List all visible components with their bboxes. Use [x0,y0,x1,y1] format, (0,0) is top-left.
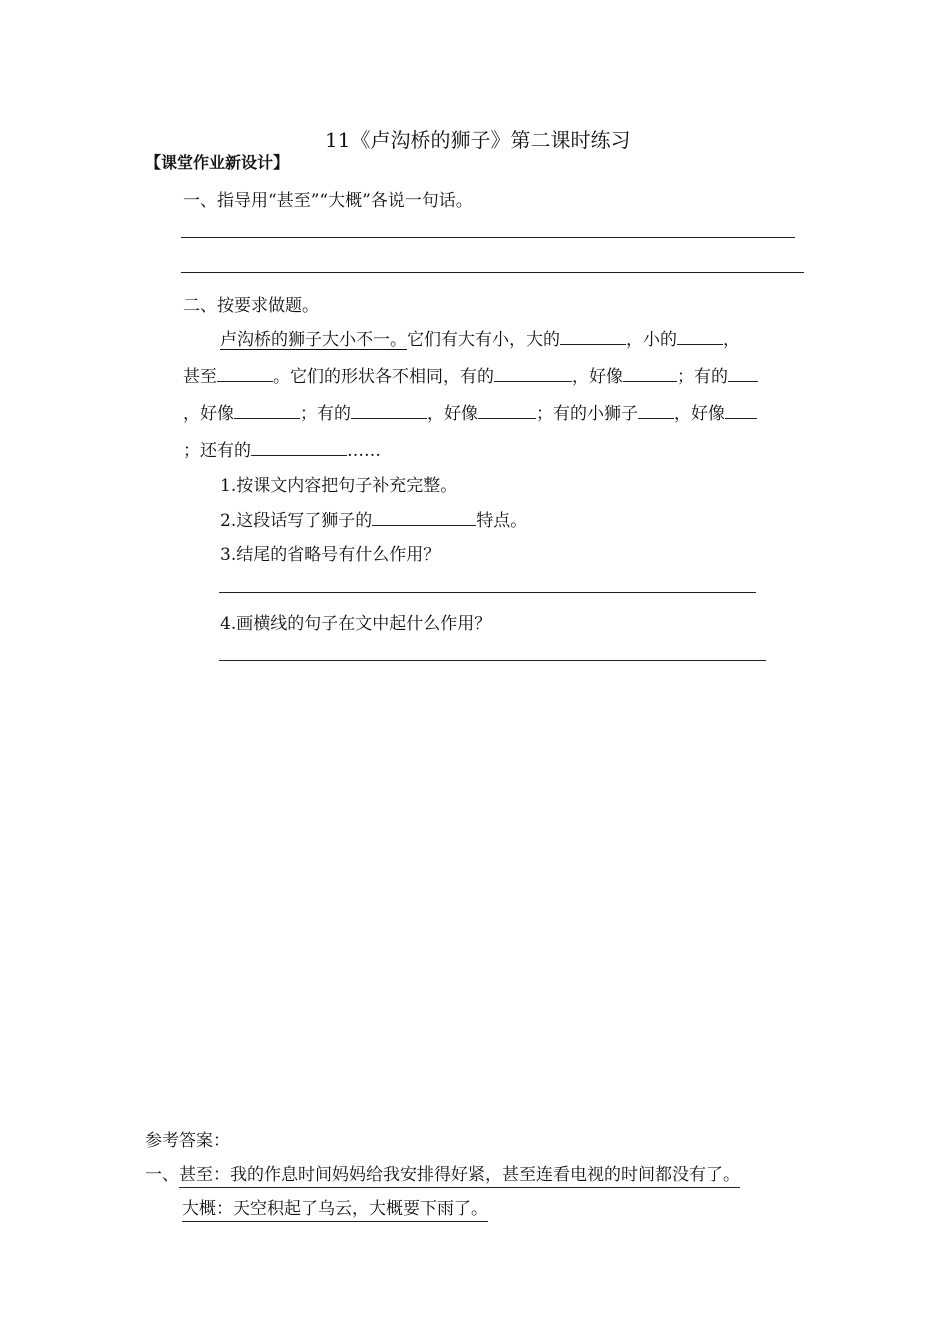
para-text: …… [347,441,381,461]
para-text: ，好像 [427,404,478,424]
paragraph-line-4 [183,436,381,461]
section-header: 【课堂作业新设计】 [145,153,290,172]
sub-question-1: 1.按课文内容把句子补充完整。 [220,476,458,496]
para-text: ， [723,330,740,350]
sub-question-2 [220,506,527,531]
fill-blank[interactable] [494,363,572,382]
para-text: ，好像 [674,404,725,424]
fill-blank[interactable] [677,326,723,345]
fill-blank[interactable] [638,400,674,419]
fill-blank[interactable] [478,400,536,419]
question-2-prompt: 二、按要求做题。 [183,296,319,316]
para-text: ；有的小狮子 [536,404,638,424]
fill-blank[interactable] [725,400,757,419]
answer-1 [145,1160,740,1185]
paragraph-line-3 [183,399,757,424]
sub-question-4: 4.画横线的句子在文中起什么作用？ [220,614,492,634]
question-1-prompt: 一、指导用“甚至”“大概”各说一句话。 [183,191,473,211]
sub-question-3: 3.结尾的省略号有什么作用？ [220,545,441,565]
answer-line-sub4[interactable] [219,660,766,661]
fill-blank[interactable] [251,437,347,456]
answer-line-sub3[interactable] [219,592,756,593]
fill-blank[interactable] [623,363,677,382]
para-text: ，好像 [183,404,234,424]
answer-prefix: 一、 [145,1165,179,1185]
fill-blank[interactable] [728,363,758,382]
para-text: 。它们的形状各不相同，有的 [273,367,494,387]
fill-blank[interactable] [217,363,273,382]
answer-line-1: 甚至：我的作息时间妈妈给我安排得好紧，甚至连看电视的时间都没有了。 [179,1165,740,1188]
fill-blank[interactable] [234,400,300,419]
para-text: ；还有的 [183,441,251,461]
para-text: ，小的 [626,330,677,350]
para-text: ，好像 [572,367,623,387]
sub-question-text: 2.这段话写了狮子的 [220,511,373,531]
fill-blank[interactable] [372,507,476,526]
fill-blank[interactable] [560,326,626,345]
para-text: ；有的 [677,367,728,387]
answer-1-line-2 [182,1194,488,1219]
fill-blank[interactable] [351,400,427,419]
para-text: ；有的 [300,404,351,424]
underlined-sentence: 卢沟桥的狮子大小不一。 [220,330,407,350]
para-text: 它们有大有小，大的 [407,330,560,350]
page-title: 11《卢沟桥的狮子》第二课时练习 [325,128,631,152]
paragraph-line-2 [183,362,758,387]
answers-header: 参考答案： [145,1131,230,1151]
para-text: 甚至 [183,367,217,387]
answer-line-2: 大概：天空积起了乌云，大概要下雨了。 [182,1199,488,1222]
paragraph-line-1 [220,325,740,350]
answer-line-q1-1[interactable] [181,237,795,238]
answer-line-q1-2[interactable] [181,272,804,273]
sub-question-text: 特点。 [476,511,528,531]
